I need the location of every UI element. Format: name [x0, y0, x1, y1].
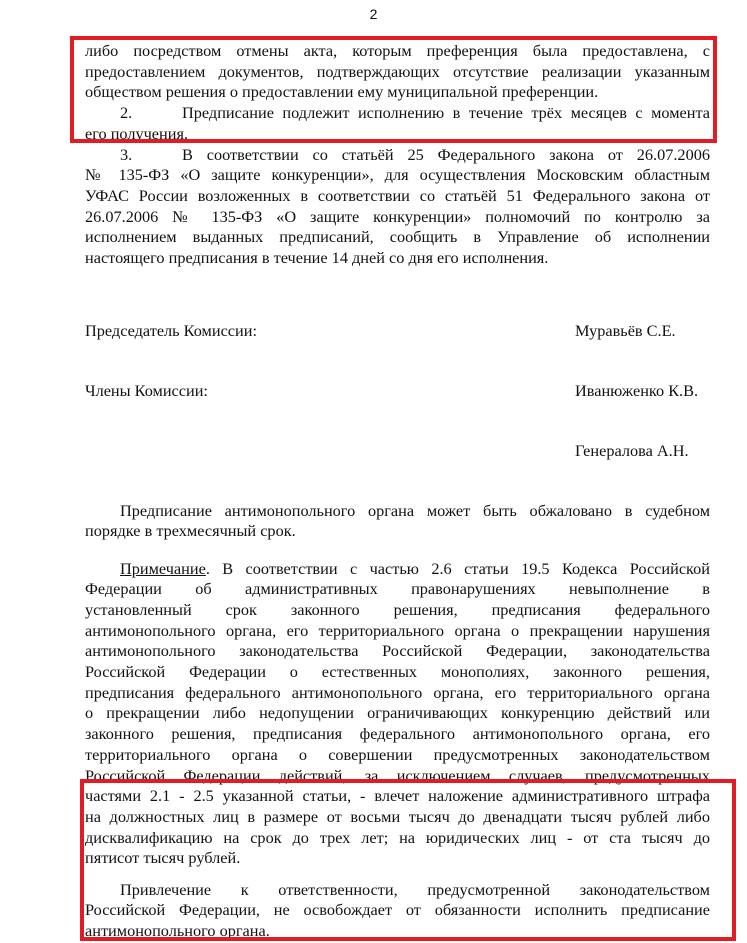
note-line: [85, 661, 710, 682]
line-text: 26.07.2006 № 135-ФЗ «О защите конкуренции» полномочий по контролю за: [85, 206, 710, 226]
note-line: [85, 744, 710, 765]
line-text: № 135-ФЗ «О защите конкуренции», для осуществления Московским областным: [85, 165, 710, 185]
line-text: предоставлением документов, подтверждающих отсутствие реализации указанным: [85, 61, 710, 81]
line-text: либо посредством отмены акта, которым преференция была предоставлена, с: [85, 41, 710, 60]
note-text: . В соответствии с частью 2.6 статьи 19.5 Кодекса Российской: [205, 558, 710, 578]
line-text: обществом решения о предоставлении ему муниципальной преференции.: [85, 82, 599, 102]
line-text: предписания федерального антимонопольного органа, его территориального органа: [85, 682, 710, 702]
line-text: Федерации об административных правонарушениях невыполнение в: [85, 579, 710, 599]
line-text: антимонопольного законодательства Российской Федерации, законодательства: [85, 641, 710, 661]
member-name: Иванюженко К.В.: [575, 381, 699, 400]
p3-line: [85, 164, 710, 185]
line-text: на должностных лиц в размере от восьми тысяч до двенадцати тысяч рублей либо: [85, 806, 710, 826]
line-text: Российской Федерации о естественных монополиях, законного решения,: [85, 662, 710, 681]
appeal-line: [85, 520, 710, 541]
line-text: УФАС России возложенных в соответствии со статьёй 51 Федерального закона от: [85, 185, 710, 205]
line-text: его получения.: [85, 123, 189, 143]
line-text: Российской Федерации действий, за исключением случаев, предусмотренных: [85, 765, 710, 785]
appeal-line: [85, 500, 710, 521]
item-number: 3.: [120, 144, 133, 164]
p3-line: [85, 206, 710, 227]
line-text: антимонопольного органа.: [85, 920, 270, 940]
line-text: Привлечение к ответственности, предусмотренной законодательством: [120, 879, 710, 899]
member-name: Генералова А.Н.: [575, 441, 689, 460]
line-text: Предписание антимонопольного органа может быть обжаловано в судебном: [120, 500, 710, 520]
note-line: [85, 682, 710, 703]
line-text: Российской Федерации, не освобождает от обязанности исполнить предписание: [85, 900, 710, 920]
line-text: дисквалификацию на срок до трех лет; на юридических лиц - от ста тысяч до: [85, 827, 710, 847]
note-line: [85, 640, 710, 661]
line-text: установленный срок законного решения, предписания федерального: [85, 599, 710, 619]
note-line: [85, 599, 710, 620]
line-text: о прекращении либо недопущении ограничивающих конкуренцию действий или: [85, 703, 710, 723]
line-text: территориального органа о совершении предусмотренных законодательством: [85, 744, 710, 764]
highlight-box-bottom: [80, 779, 736, 941]
note-label: Примечание: [120, 558, 206, 578]
note-line: [85, 578, 710, 599]
note-line: [85, 702, 710, 723]
members-label: Члены Комиссии:: [85, 381, 208, 400]
p3-line: [85, 185, 710, 206]
page-number: 2: [369, 6, 378, 22]
line-text: частями 2.1 - 2.5 указанной статьи, - влечет наложение административного штрафа: [85, 786, 710, 806]
line-text: пятисот тысяч рублей.: [85, 848, 241, 868]
line-text: В соответствии со статьёй 25 Федерального закона от 26.07.2006: [182, 144, 710, 164]
note-line: [85, 558, 710, 579]
line-text: настоящего предписания в течение 14 дней со дня его исполнения.: [85, 248, 549, 267]
line-text: Предписание подлежит исполнению в течение трёх месяцев с момента: [182, 103, 710, 122]
chairman-name: Муравьёв С.Е.: [575, 321, 676, 340]
highlight-box-top: [70, 36, 717, 143]
item-number: 2.: [120, 103, 133, 122]
line-text: антимонопольного органа, его территориального органа о прекращении нарушения: [85, 620, 710, 640]
line-text: исполнением выданных предписаний, сообщить в Управление об исполнении: [85, 227, 710, 247]
note-line: [85, 620, 710, 641]
p3-line: [85, 226, 710, 247]
p3-line: [85, 247, 710, 268]
note-line: [85, 723, 710, 744]
p3-line: [85, 144, 710, 165]
line-text: законного решения, предписания федерального антимонопольного органа, его: [85, 724, 710, 744]
chairman-label: Председатель Комиссии:: [85, 321, 257, 340]
line-text: порядке в трехмесячный срок.: [85, 521, 296, 541]
